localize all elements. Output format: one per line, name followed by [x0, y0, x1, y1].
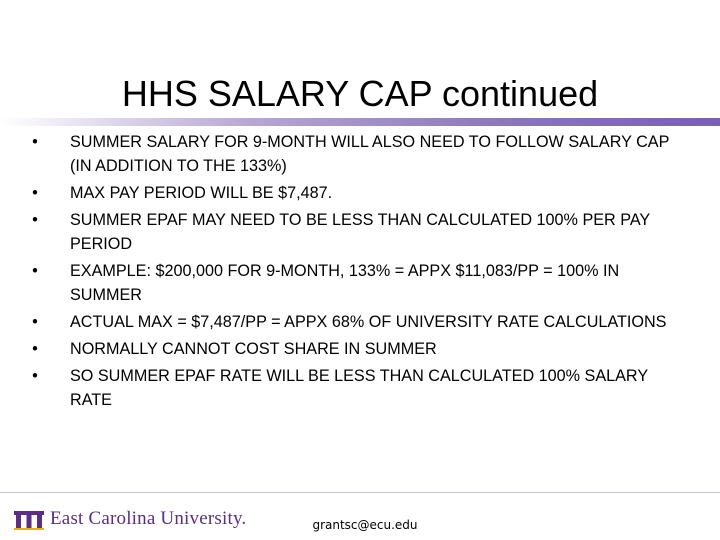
university-name: East Carolina University.: [50, 508, 247, 529]
bullet-text: MAX PAY PERIOD WILL BE $7,487.: [70, 184, 333, 202]
bullet-item: [28, 181, 683, 205]
footer-divider: [0, 492, 720, 493]
ecu-logo-icon: [14, 508, 44, 530]
bullet-text: NORMALLY CANNOT COST SHARE IN SUMMER: [70, 340, 437, 358]
bullet-dot: •: [32, 133, 38, 151]
bullet-item: [28, 364, 683, 412]
bullet-dot: •: [32, 184, 38, 202]
bullet-dot: •: [32, 313, 38, 331]
contact-email: grantsc@ecu.edu: [312, 518, 418, 532]
bullet-text: SO SUMMER EPAF RATE WILL BE LESS THAN CALCULATED 100% SALARY RATE: [70, 367, 648, 409]
bullet-dot: •: [32, 340, 38, 358]
title-divider: [0, 118, 720, 126]
bullet-item: [28, 259, 683, 307]
bullet-dot: •: [32, 367, 38, 385]
bullet-text: EXAMPLE: $200,000 FOR 9-MONTH, 133% = APPX $11,083/PP = 100% IN SUMMER: [70, 262, 620, 304]
bullet-item: [28, 310, 683, 334]
slide-title: HHS SALARY CAP continued: [121, 73, 599, 114]
bullet-dot: •: [32, 262, 38, 280]
bullet-text: ACTUAL MAX = $7,487/PP = APPX 68% OF UNIVERSITY RATE CALCULATIONS: [70, 313, 667, 331]
bullet-text: SUMMER EPAF MAY NEED TO BE LESS THAN CALCULATED 100% PER PAY PERIOD: [70, 211, 650, 253]
bullet-dot: •: [32, 211, 38, 229]
bullet-text: SUMMER SALARY FOR 9-MONTH WILL ALSO NEED TO FOLLOW SALARY CAP (IN ADDITION TO THE 133%): [70, 133, 670, 175]
bullet-item: [28, 337, 683, 361]
university-logo: [14, 506, 246, 532]
bullet-item: [28, 208, 683, 256]
bullet-list: [28, 130, 683, 415]
bullet-item: [28, 130, 683, 178]
